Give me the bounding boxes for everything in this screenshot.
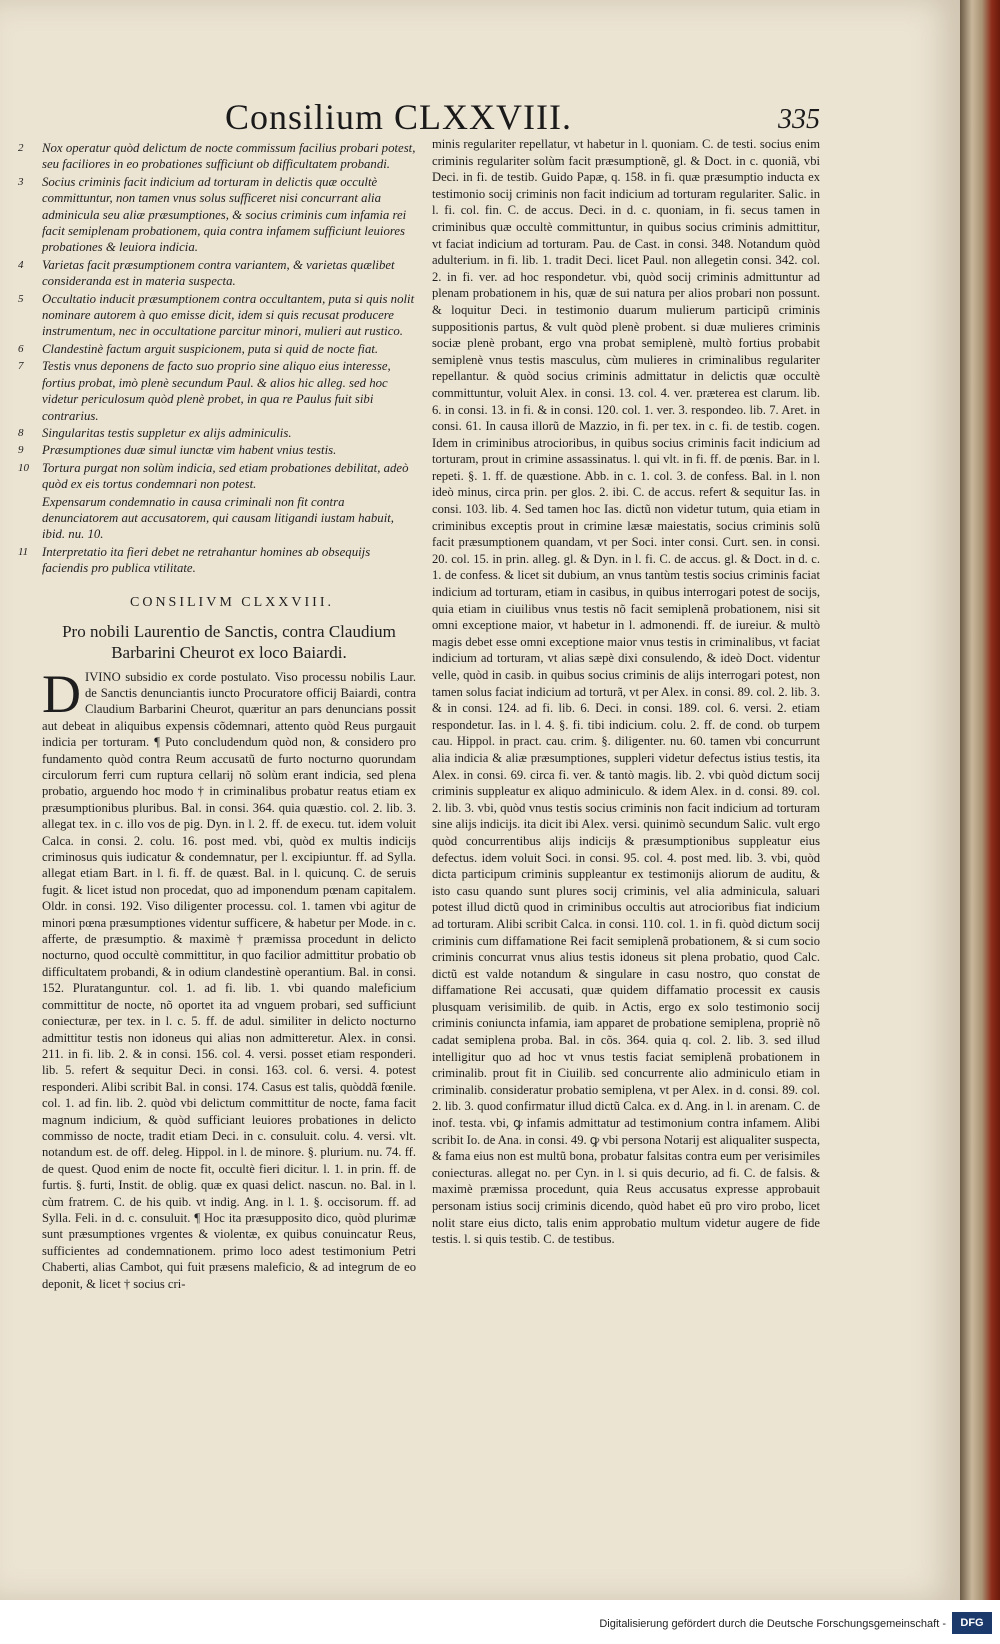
left-column xyxy=(18,140,416,1292)
summary-text: Tortura purgat non solùm indicia, sed etiam probationes debilitat, adeò quòd ex eis tortus condemnari non potest. xyxy=(42,460,409,492)
section-title: CONSILIVM CLXXVIII. xyxy=(130,594,334,610)
summary-item xyxy=(18,460,416,493)
summary-text: Singularitas testis suppletur ex alijs adminiculis. xyxy=(42,425,292,440)
case-title: Pro nobili Laurentio de Sanctis, contra Claudium Barbarini Cheurot ex loco Baiardi. xyxy=(62,621,396,662)
summary-item xyxy=(18,544,416,577)
summary-text: Clandestinè factum arguit suspicionem, puta si quid de nocte fiat. xyxy=(42,341,379,356)
summary-number: 10 xyxy=(18,461,29,474)
summary-text: Nox operatur quòd delictum de nocte commissum facilius probari potest, seu faciliores in eo probationes sufficiunt ob difficultatem probandi. xyxy=(42,141,416,172)
summary-number: 11 xyxy=(18,545,29,558)
summary-number: 3 xyxy=(18,175,24,188)
dropcap: D xyxy=(42,663,81,724)
book-edge xyxy=(960,0,1000,1600)
summary-number: 4 xyxy=(18,258,24,271)
summary-number: 6 xyxy=(18,342,24,355)
summary-item xyxy=(18,140,416,173)
summary-number: 9 xyxy=(18,444,24,457)
summary-item xyxy=(18,425,416,441)
summary-text: Socius criminis facit indicium ad torturam in delictis quæ occultè committuntur, non tamen vnus solus sufficeret nisi concurrant alia adminicula seu aliæ præsumptiones, & socius criminis cum infamia rei facit semiplenam probationem, quia contra infamem sufficiunt leuiores probationes & leuiora indicia. xyxy=(42,174,407,255)
summary-item xyxy=(18,291,416,340)
page-number: 335 xyxy=(778,104,820,135)
summary-item xyxy=(18,494,416,543)
summary-text: Præsumptiones duæ simul iunctæ vim habent vnius testis. xyxy=(42,443,337,458)
right-body-paragraph: minis regulariter repellatur, vt habetur in l. quoniam. C. de testi. socius enim criminis regulariter solùm facit præsumptionẽ, gl. & Doct. in c. quoniã, vbi Deci. in fi. de testib. Guido Papæ, q. 158. in fi. quæ præsumptio inducta ex testimonio socij criminis non facit indicium ad torturam regulariter. Salic. in l. fi. col. fin. C. de accus. Deci. in d. c. quoniam, in fi. secus tamen in criminibus quæ occultè committuntur, in quibus socius criminis admittitur, vt faciat indicium ad torturam. Pau. de Cast. in consi. 348. Notandum quòd adulterium. in fi. lib. 1. tradit Deci. licet Paul. non allegetin consi. 342. col. 2. in fi. ver. ad hoc respondetur. vbi, quòd socij criminis admittuntur ad plenam probationem in his, quæ de sui natura per alios probari non possunt. & loquitur Deci. in testimonio duarum mulierum participũ criminis suppositionis partus, & vult quòd plenè probent. si duæ mulieres criminis sociæ plenè probant, ergo vna probat semiplenè, multò fortius probabit semiplenè vnus testis masculus, cùm mulieres in criminalibus regulariter repellantur. & quòd socius criminis admittatur in delictis quæ occultè committuntur, voluit Alex. in consi. 13. col. 4. ver. præterea est clarum. lib. 6. in consi. 13. in fi. & in consi. 120. col. 1. ver. 3. respondeo. lib. 7. Aret. in consi. 61. In causa illorũ de Mazzio, in fi. per tex. in c. fi. de testib. cogen. Idem in criminibus atrocioribus, in quibus socius criminis facit indicium ad torturam, prout in crimine assassinatus. l. qui vlt. in fi. ff. de pœnis. Bar. in l. repeti. §. 1. ff. de quæstione. Abb. in c. 1. col. 3. de confess. Bal. in l. non ideò minus, circa prin. per glos. 2. ibi. C. de accus. refert & sequitur Ias. in consi. 103. lib. 4. Sed tamen hoc Ias. dictũ non videtur tutum, quia etiam in criminibus exceptis prout in crimine læsæ maiestatis, socius criminis solũ facit præsumptionem quandam, vt per Soci. inter consi. Curt. sen. in consi. 20. col. 15. in prin. alleg. gl. & Dyn. in l. fi. C. de accus. gl. & Doct. in d. c. 1. de confess. & licet sit dubium, an vnus tantùm testis socius criminis faciat indicium ad torturam, etiam in casibus, in quibus interrogari potest de socijs, quia etiam in ciuilibus vnus testis nõ facit semiplenã probationem, nisi sit omni exceptione maior, vt habetur in l. admonendi. ff. de iureiur. & multò magis debet esse omni exceptione maior vnus testis in criminalibus, vt faciat indicium ad torturam, vt alias sæpè dixi consulendo, & ideò Doct. videntur velle, quòd in casib. in quibus socius criminis de alijs interrogari potest, non tamen solus faciat indicium ad torturã, vt per Alex. in consi. 89. col. 2. lib. 3. & in consi. 124. ad fi. lib. 6. Deci. in consi. 189. col. 6. versi. 2. etiam respondetur. Ias. in l. 4. §. fi. tibi indicium. colu. 2. ff. de cond. ob turpem cau. Hippol. in pract. cau. crim. §. diligenter. nu. 60. tamen vbi concurrunt alia indicia & aliæ præsumptiones, suppleri videtur defectus istius testis, ita Alex. in consi. 69. circa fi. ver. & tantò magis. lib. 2. vbi quòd dictum socij criminis suppleatur ex aliquo adminiculo. & idem Alex. in d. consi. 89. col. 2. lib. 3. vbi, quòd vnus testis socius criminis non facit indicium ad torturam sine alijs indicijs. ita dicit ibi Alex. versi. quinimò secundum Salic. vult ergo quòd concurrentibus alijs indicijs & præsumptionibus suppleatur eius defectus. idem voluit Soci. in consi. 95. col. 4. post med. lib. 3. vbi, quòd dicta participum criminis suppleantur ex testimonijs aliorum de auditu, & isto casu quando sunt plures socij criminis, vel alia adminicula, saluari potest illud dictũ quod in criminibus occultis aut atrocioribus fiat indicium ad torturam. Alibi scribit Calca. in consi. 110. col. 1. in fi. quòd dictum socij criminis cum diffamatione Rei facit semiplenã probationem, & si cum socio criminis concurrat vnus alius testis idoneus sit plena probatio, quod Calc. dictũ est valde notandum & singulare in casu nostro, quo constat de diffamatione Rei accusati, quæ quidem diffamatio processit ex causis plusquam verisimilib. de quib. in Actis, ergo ex solo testimonio socij criminis coniuncta infamia, iam apparet de probatione semiplena, propriè nõ cadat semiplena proba. Bal. in cõs. 364. quia q. col. 2. lib. 3. sed illud intelligitur quo ad hoc vt vnus testis faciat semiplenã probationem in criminalib. prout fit in Ciuilib. sed concurrente alio adminiculo etiam in criminalib. consideratur probatio semiplena, vt per Alex. in d. consi. 89. col. 2. lib. 3. quod confirmatur illud dictũ Calca. ex d. Ang. in l. in arenam. C. de inof. testa. vbi, ꝙ infamis admittatur ad testimonium contra infamem. Alibi scribit Io. de Ana. in consi. 49. ꝙ vbi persona Notarij est aliqualiter suspecta, & fama eius non est multũ bona, probatur falsitas contra eum per verisimiles coniecturas. allegat no. per Cyn. in l. si quis decurio, ad fi. C. de falsis. & maximè præmissa procedunt, quia Reus accusatus expresse approbauit personam istius socij criminis dicendo, quòd habet eũ pro viro probo, licet nolit stare eius dicto, talis enim approbatio multum videtur augere de fide testis. l. si quis testib. C. de testibus. xyxy=(432,137,820,1247)
summary-list xyxy=(18,140,416,577)
summary-text: Expensarum condemnatio in causa criminali non fit contra denunciatorem aut accusatorem, qui causam litigandi iustam habuit, ibid. nu. 10. xyxy=(42,494,395,542)
dfg-logo: DFG xyxy=(952,1612,992,1634)
summary-text: Occultatio inducit præsumptionem contra occultantem, puta si quis nolit nominare autorem à quo emisse dicit, idem si quis recusat producere instrumentum, nec in occultatione parcitur minori, mulieri aut rustico. xyxy=(42,291,415,339)
summary-item xyxy=(18,341,416,357)
summary-number: 8 xyxy=(18,426,24,439)
summary-number: 5 xyxy=(18,292,24,305)
right-column xyxy=(432,136,820,1248)
summary-text: Testis vnus deponens de facto suo proprio sine aliquo eius interesse, fortius probat, imò plenè secundum Paul. & alios hic alleg. sed hoc videtur periculosum quòd plenè probet, in qua re Paulus fuit sibi contrarius. xyxy=(42,359,391,423)
summary-number: 7 xyxy=(18,360,24,373)
summary-item xyxy=(18,358,416,424)
summary-number xyxy=(18,494,42,543)
page-header-title: Consilium CLXXVIII. xyxy=(225,97,572,137)
footer-credit: Digitalisierung gefördert durch die Deutsche Forschungsgemeinschaft - xyxy=(599,1618,946,1630)
left-body-paragraph: IVINO subsidio ex corde postulato. Viso processu nobilis Laur. de Sanctis denunciantis iuncto Procuratore officij Baiardi, contra Claudium Barbarini Cheurot, quæritur an pars denuncians possit aut debeat in aliquibus expensis cõdemnari, attento quòd Reus purgauit indicia per torturam. ¶ Puto concludendum quòd non, & considero pro fundamento quòd contra Reum accusatũ de furto nocturno quorundam circulorum ferri cum ruptura cellarij nõ solùm erant indicia, sed plena probatio, arguendo hoc modo † in criminalibus probatur reatus etiam ex præsumptionibus pluribus. Bal. in consi. 364. quia quæstio. col. 2. lib. 3. allegat tex. in c. illo vos de pig. Dyn. in l. 2. ff. de execu. tut. idem voluit Calca. in consi. 2. colu. 16. post med. vbi, quòd ex multis indicijs criminosus quis iudicatur & condemnatur, per l. excipiuntur. ff. ad Sylla. allegat etiam Bart. in l. fi. ff. de quæst. Bal. in l. quicunq. C. de seruis fugit. & licet istud non procedat, quo ad imponendum pœnam capitalem. Oldr. in consi. 192. Viso diligenter processu. col. 1. tamen vbi agitur de minori pœna præsumptiones videntur sufficere, & habetur per Mode. in c. afferte, de præsumptio. & maximè † præmissa procedunt in delicto nocturno, quod occultè committitur, in quo facilior admittitur probatio ob difficultatem probandi, & in odium clandestinè operantium. Bal. in consi. 152. Pluratanguntur. col. 1. ad fi. lib. 1. vbi quando maleficium committitur de nocte, nõ oportet ita ad vnguem probari, sed sufficiunt coniecturæ, per tex. in l. c. 5. ff. de adul. similiter in delicto nocturno admittitur testis non idoneus qui alias non admitteretur. Alex. in consi. 211. in fi. lib. 2. & in consi. 156. col. 4. versi. posset etiam responderi. lib. 5. refert & sequitur Deci. in consi. 163. col. 6. versi. 4. potest responderi. Alibi scribit Bal. in consi. 174. Casus est talis, quòddã fœnile. col. 1. ad fin. lib. 2. quòd vbi delictum committitur de nocte, fama facit magnum indicium, & quòd sufficiant leuiores probationes in delicto commisso de nocte, tradit etiam Deci. in c. consuluit. colu. 4. versi. vlt. notandum est. de off. deleg. Hippol. in l. de minore. §. plurium. nu. 74. ff. de quest. Quod enim de nocte fit, occultè fieri dicitur. l. 1. in prin. ff. de furtis. §. furti, Instit. de oblig. quæ ex quasi delict. nascun. no. Bal. in l. cùm fratrem. C. de his quib. vt indig. Ang. in l. 1. §. occisorum. ff. ad Sylla. Feli. in d. c. consuluit. ¶ Hoc ita præsupposito dico, quòd plurimæ sunt præsumptiones vrgentes & violentæ, ex quibus conuincatur Reus, sufficientes ad condemnationem. primo loco adest testimonium Petri Chaberti, alias Cambot, qui fuit præsens maleficio, & ad integrum de eo deponit, & licet † socius cri- xyxy=(42,669,416,1291)
summary-item xyxy=(18,442,416,458)
summary-item xyxy=(18,257,416,290)
left-body-text xyxy=(42,663,416,1292)
summary-number: 2 xyxy=(18,142,24,154)
summary-text: Varietas facit præsumptionem contra variantem, & varietas quælibet consideranda est in materia suspecta. xyxy=(42,257,395,289)
summary-item xyxy=(18,174,416,256)
summary-text: Interpretatio ita fieri debet ne retrahantur homines ab obsequijs faciendis pro publica vtilitate. xyxy=(42,544,371,576)
